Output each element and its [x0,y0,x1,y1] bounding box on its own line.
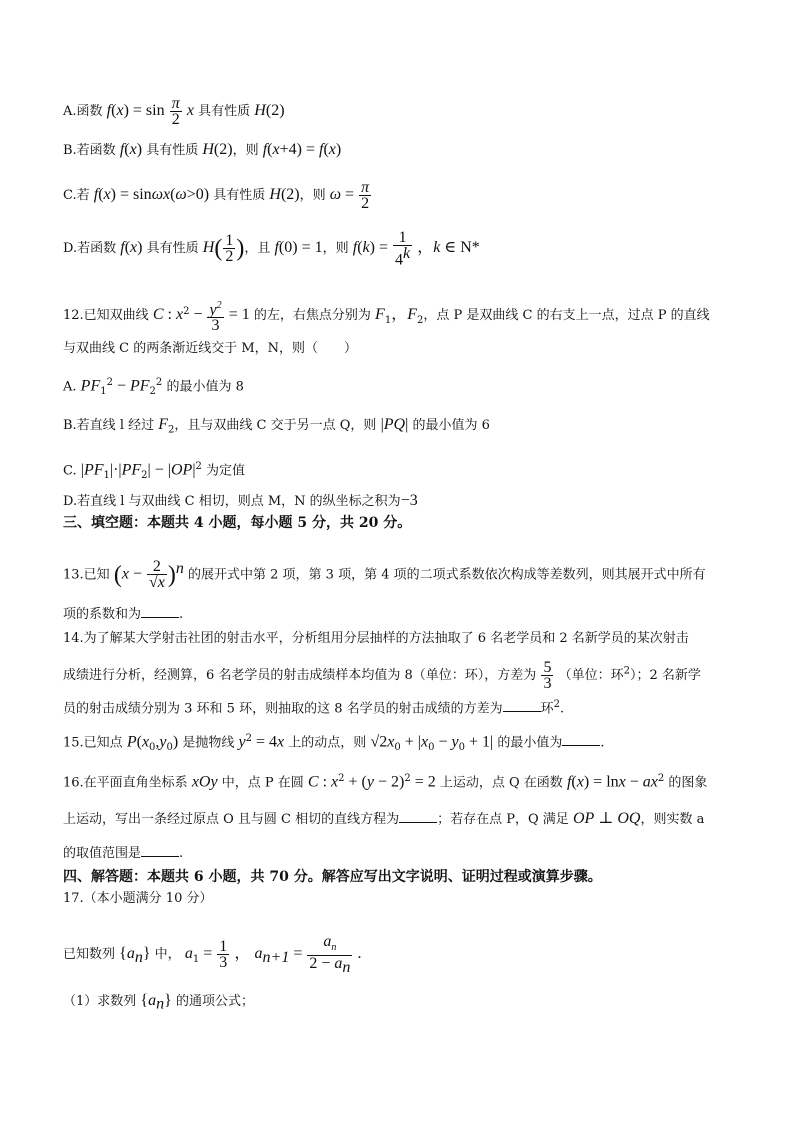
q13-line2: 项的系数和为 . [63,607,184,622]
q11-option-d: D.若函数 f(x) 具有性质 H( $\frac{1}{2}$ )，且 f(0) = 1，则 f(k) = $\frac{1}{4^k}$ ，k ∈ N* [63,229,480,269]
q12-option-b: B.若直线 l 经过 $F_2$，且与双曲线 C 交于另一点 Q，则 |PQ| 的最小值为 6 [63,416,490,436]
q14-line3: 员的射击成绩分别为 3 环和 5 环，则抽取的这 8 名学员的射击成绩的方差为 环$^2$. [63,699,565,717]
q12-option-d: D.若直线 l 与双曲线 C 相切，则点 M，N 的纵坐标之积为−3 [63,492,418,509]
section-4-heading: 四、解答题：本题共 6 小题，共 70 分。解答应写出文字说明、证明过程或演算步骤。 [63,869,602,885]
q13-line1: 13.已知 (x − $\frac{2}{√x}$ )$^n$ 的展开式中第 2 项，第 3 项，第 4 项的二项式系数依次构成等差数列，则其展开式中所有 [63,558,706,592]
q17-part1: （1）求数列 $\{a_n\}$ 的通项公式； [63,992,254,1013]
answer-blank [141,844,179,857]
q11-option-b: B.若函数 f(x) 具有性质 H(2)，则 f(x+4) = f(x) [63,141,342,158]
answer-blank [399,810,437,823]
q14-line2: 成绩进行分析，经测算，6 名老学员的射击成绩样本均值为 8（单位：环），方差为 $\frac{5}{3}$ （单位：环$^2$）；2 名新学 [63,659,701,692]
q17-given: 已知数列 $\{a_n\}$ 中， $a_1$ = $\frac{1}{3}$ ， $a_{n+1}$ = $\frac{a_n}{2 - a_n}$ . [63,933,362,977]
q12-option-a: A. $PF_1^2 - PF_2^2$ 的最小值为 8 [63,377,244,397]
answer-blank [562,733,600,746]
q12-stem-line2: 与双曲线 C 的两条渐近线交于 M，N，则（ ） [63,341,358,356]
q15-line: 15.已知点 $P(x_0,y_0)$ 是抛物线 $y^2 = 4x$ 上的动点，则 $√2x_0 + |x_0 - y_0 + 1|$ 的最小值为 . [63,733,605,753]
q16-line1: 16.在平面直角坐标系 xOy 中，点 P 在圆 C : $x^2 + (y - 2)^2 = 2$ 上运动，点 Q 在函数 $f(x) = \ln x - ax^2$ 的图象 [63,773,708,791]
q14-line1: 14.为了解某大学射击社团的射击水平，分析组用分层抽样的方法抽取了 6 名老学员和 2 名新学员的某次射击 [63,631,689,646]
q16-line2: 上运动，写出一条经过原点 O 且与圆 C 相切的直线方程为 ；若存在点 P，Q 满足 OP ⊥ OQ，则实数 a [63,810,705,827]
q11-option-a: A.函数 f(x) = sin $\frac{\pi}{2}$ x 具有性质 H(2) [63,95,285,128]
q12-stem-line1: 12.已知双曲线 C : $x^2$ − $\frac{y^2}{3}$ = 1 的左，右焦点分别为 $F_1$，$F_2$，点 P 是双曲线 C 的右支上一点，过点 P 的直线 [63,300,710,335]
answer-blank [503,699,541,712]
q16-line3: 的取值范围是 . [63,846,184,861]
answer-blank [141,605,179,618]
q12-option-c: C. $|PF_1|\cdot|PF_2| - |OP|^2$ 为定值 [63,461,246,481]
q11-option-c: C.若 f(x) = sinωx(ω>0) 具有性质 H(2)，则 ω = $\frac{\pi}{2}$ [63,179,370,212]
section-3-heading: 三、填空题：本题共 4 小题，每小题 5 分，共 20 分。 [63,515,412,531]
q17-head: 17.（本小题满分 10 分） [63,891,213,906]
